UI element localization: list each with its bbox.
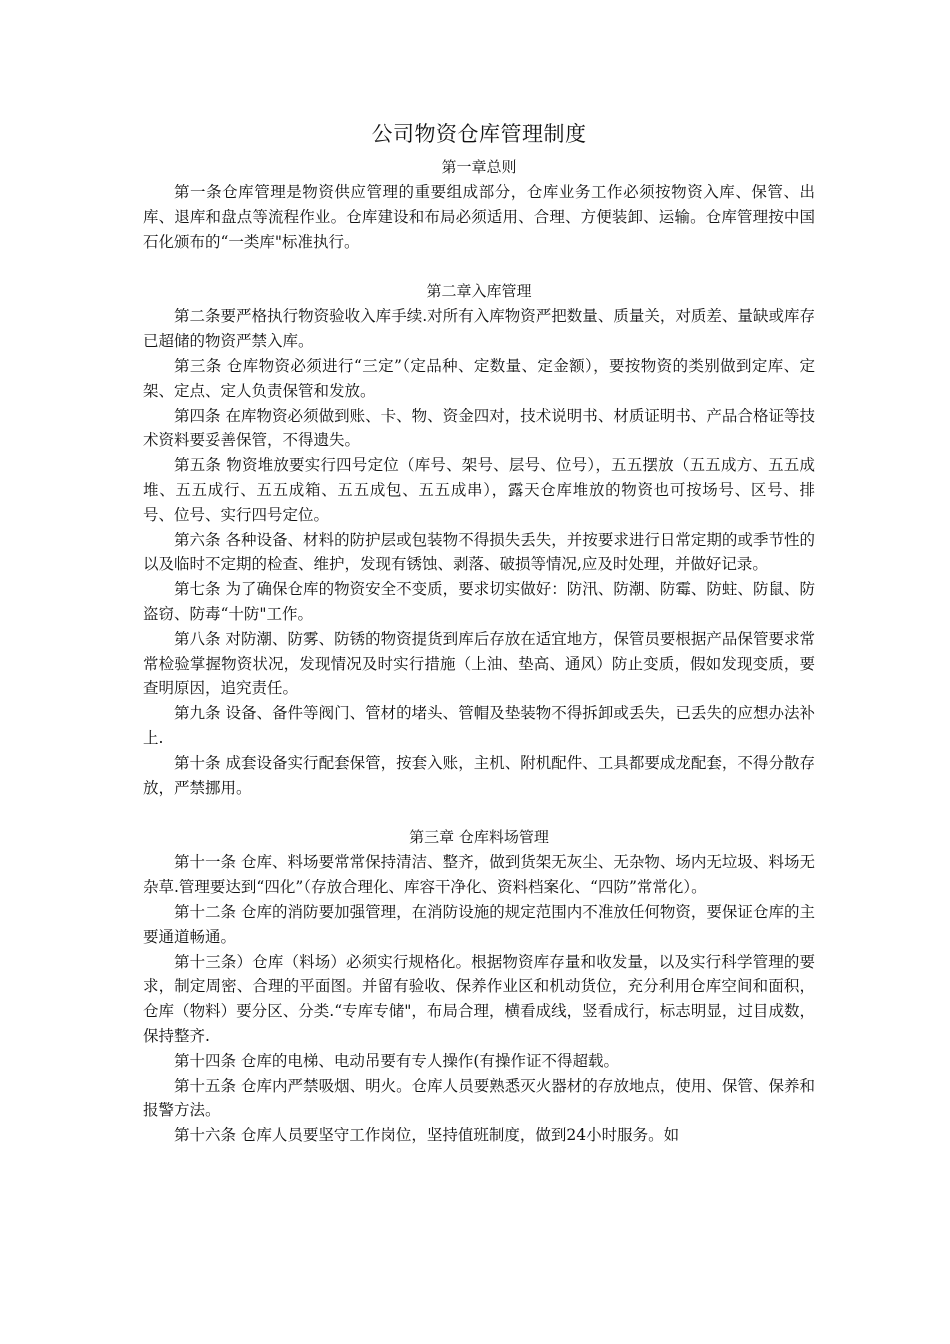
article-3: 第三条 仓库物资必须进行“三定”（定品种、定数量、定金额），要按物资的类别做到定库、定架、定点、定人负责保管和发放。 [143, 356, 815, 400]
chapter-3 [143, 826, 815, 1148]
article-5: 第五条 物资堆放要实行四号定位（库号、架号、层号、位号），五五摆放（五五成方、五五成堆、五五成行、五五成箱、五五成包、五五成串），露天仓库堆放的物资也可按场号、区号、排号、位号、实行四号定位。 [143, 456, 815, 524]
article-10: 第十条 成套设备实行配套保管，按套入账，主机、附机配件、工具都要成龙配套，不得分散存放，严禁挪用。 [143, 753, 815, 797]
chapter-title: 第三章 仓库料场管理 [409, 828, 549, 847]
chapter-1 [143, 156, 815, 254]
article-16: 第十六条 仓库人员要坚守工作岗位，坚持值班制度，做到24小时服务。如 [174, 1126, 680, 1145]
article-14: 第十四条 仓库的电梯、电动吊要有专人操作(有操作证不得超载。 [174, 1051, 619, 1070]
article-9: 第九条 设备、备件等阀门、管材的堵头、管帽及垫装物不得拆卸或丢失，已丢失的应想办法补上. [143, 704, 815, 747]
chapter-title: 第二章入库管理 [426, 282, 532, 301]
article-11: 第十一条 仓库、料场要常常保持清洁、整齐，做到货架无灰尘、无杂物、场内无垃圾、料场无杂草.管理要达到“四化”（存放合理化、库容干净化、资料档案化、“四防”常常化）。 [143, 853, 815, 897]
article-6: 第六条 各种设备、材料的防护层或包装物不得损失丢失，并按要求进行日常定期的或季节性的以及临时不定期的检查、维护，发现有锈蚀、剥落、破损等情况,应及时处理，并做好记录。 [143, 530, 815, 574]
article-12: 第十二条 仓库的消防要加强管理，在消防设施的规定范围内不准放任何物资，要保证仓库的主要通道畅通。 [143, 902, 815, 946]
document-body [143, 118, 815, 1148]
article-2: 第二条要严格执行物资验收入库手续.对所有入库物资严把数量、质量关，对质差、量缺或库存已超储的物资严禁入库。 [143, 307, 815, 351]
article-1: 第一条仓库管理是物资供应管理的重要组成部分，仓库业务工作必须按物资入库、保管、出库、退库和盘点等流程作业。仓库建设和布局必须适用、合理、方便装卸、运输。仓库管理按中国石化颁布的“一类库"标准执行。 [143, 183, 815, 251]
article-7: 第七条 为了确保仓库的物资安全不变质，要求切实做好：防汛、防潮、防霉、防蛀、防鼠、防盗窃、防毒“十防"工作。 [143, 580, 815, 623]
article-15: 第十五条 仓库内严禁吸烟、明火。仓库人员要熟悉灭火器材的存放地点，使用、保管、保养和报警方法。 [143, 1076, 815, 1120]
article-13: 第十三条）仓库（料场）必须实行规格化。根据物资库存量和收发量，以及实行科学管理的要求，制定周密、合理的平面图。并留有验收、保养作业区和机动货位，充分利用仓库空间和面积，仓库（物料）要分区、分类.“专库专储"，布局合理，横看成线，竖看成行，标志明显，过目成数，保持整齐. [143, 952, 815, 1045]
article-8: 第八条 对防潮、防雾、防锈的物资提货到库后存放在适宜地方，保管员要根据产品保管要求常常检验掌握物资状况，发现情况及时实行措施（上油、垫高、通风）防止变质，假如发现变质，要查明原因，追究责任。 [143, 629, 815, 698]
chapter-2 [143, 280, 815, 800]
chapter-title: 第一章总则 [441, 158, 517, 176]
document-title: 公司物资仓库管理制度 [371, 122, 587, 146]
article-4: 第四条 在库物资必须做到账、卡、物、资金四对，技术说明书、材质证明书、产品合格证等技术资料要妥善保管，不得遗失。 [143, 406, 815, 450]
